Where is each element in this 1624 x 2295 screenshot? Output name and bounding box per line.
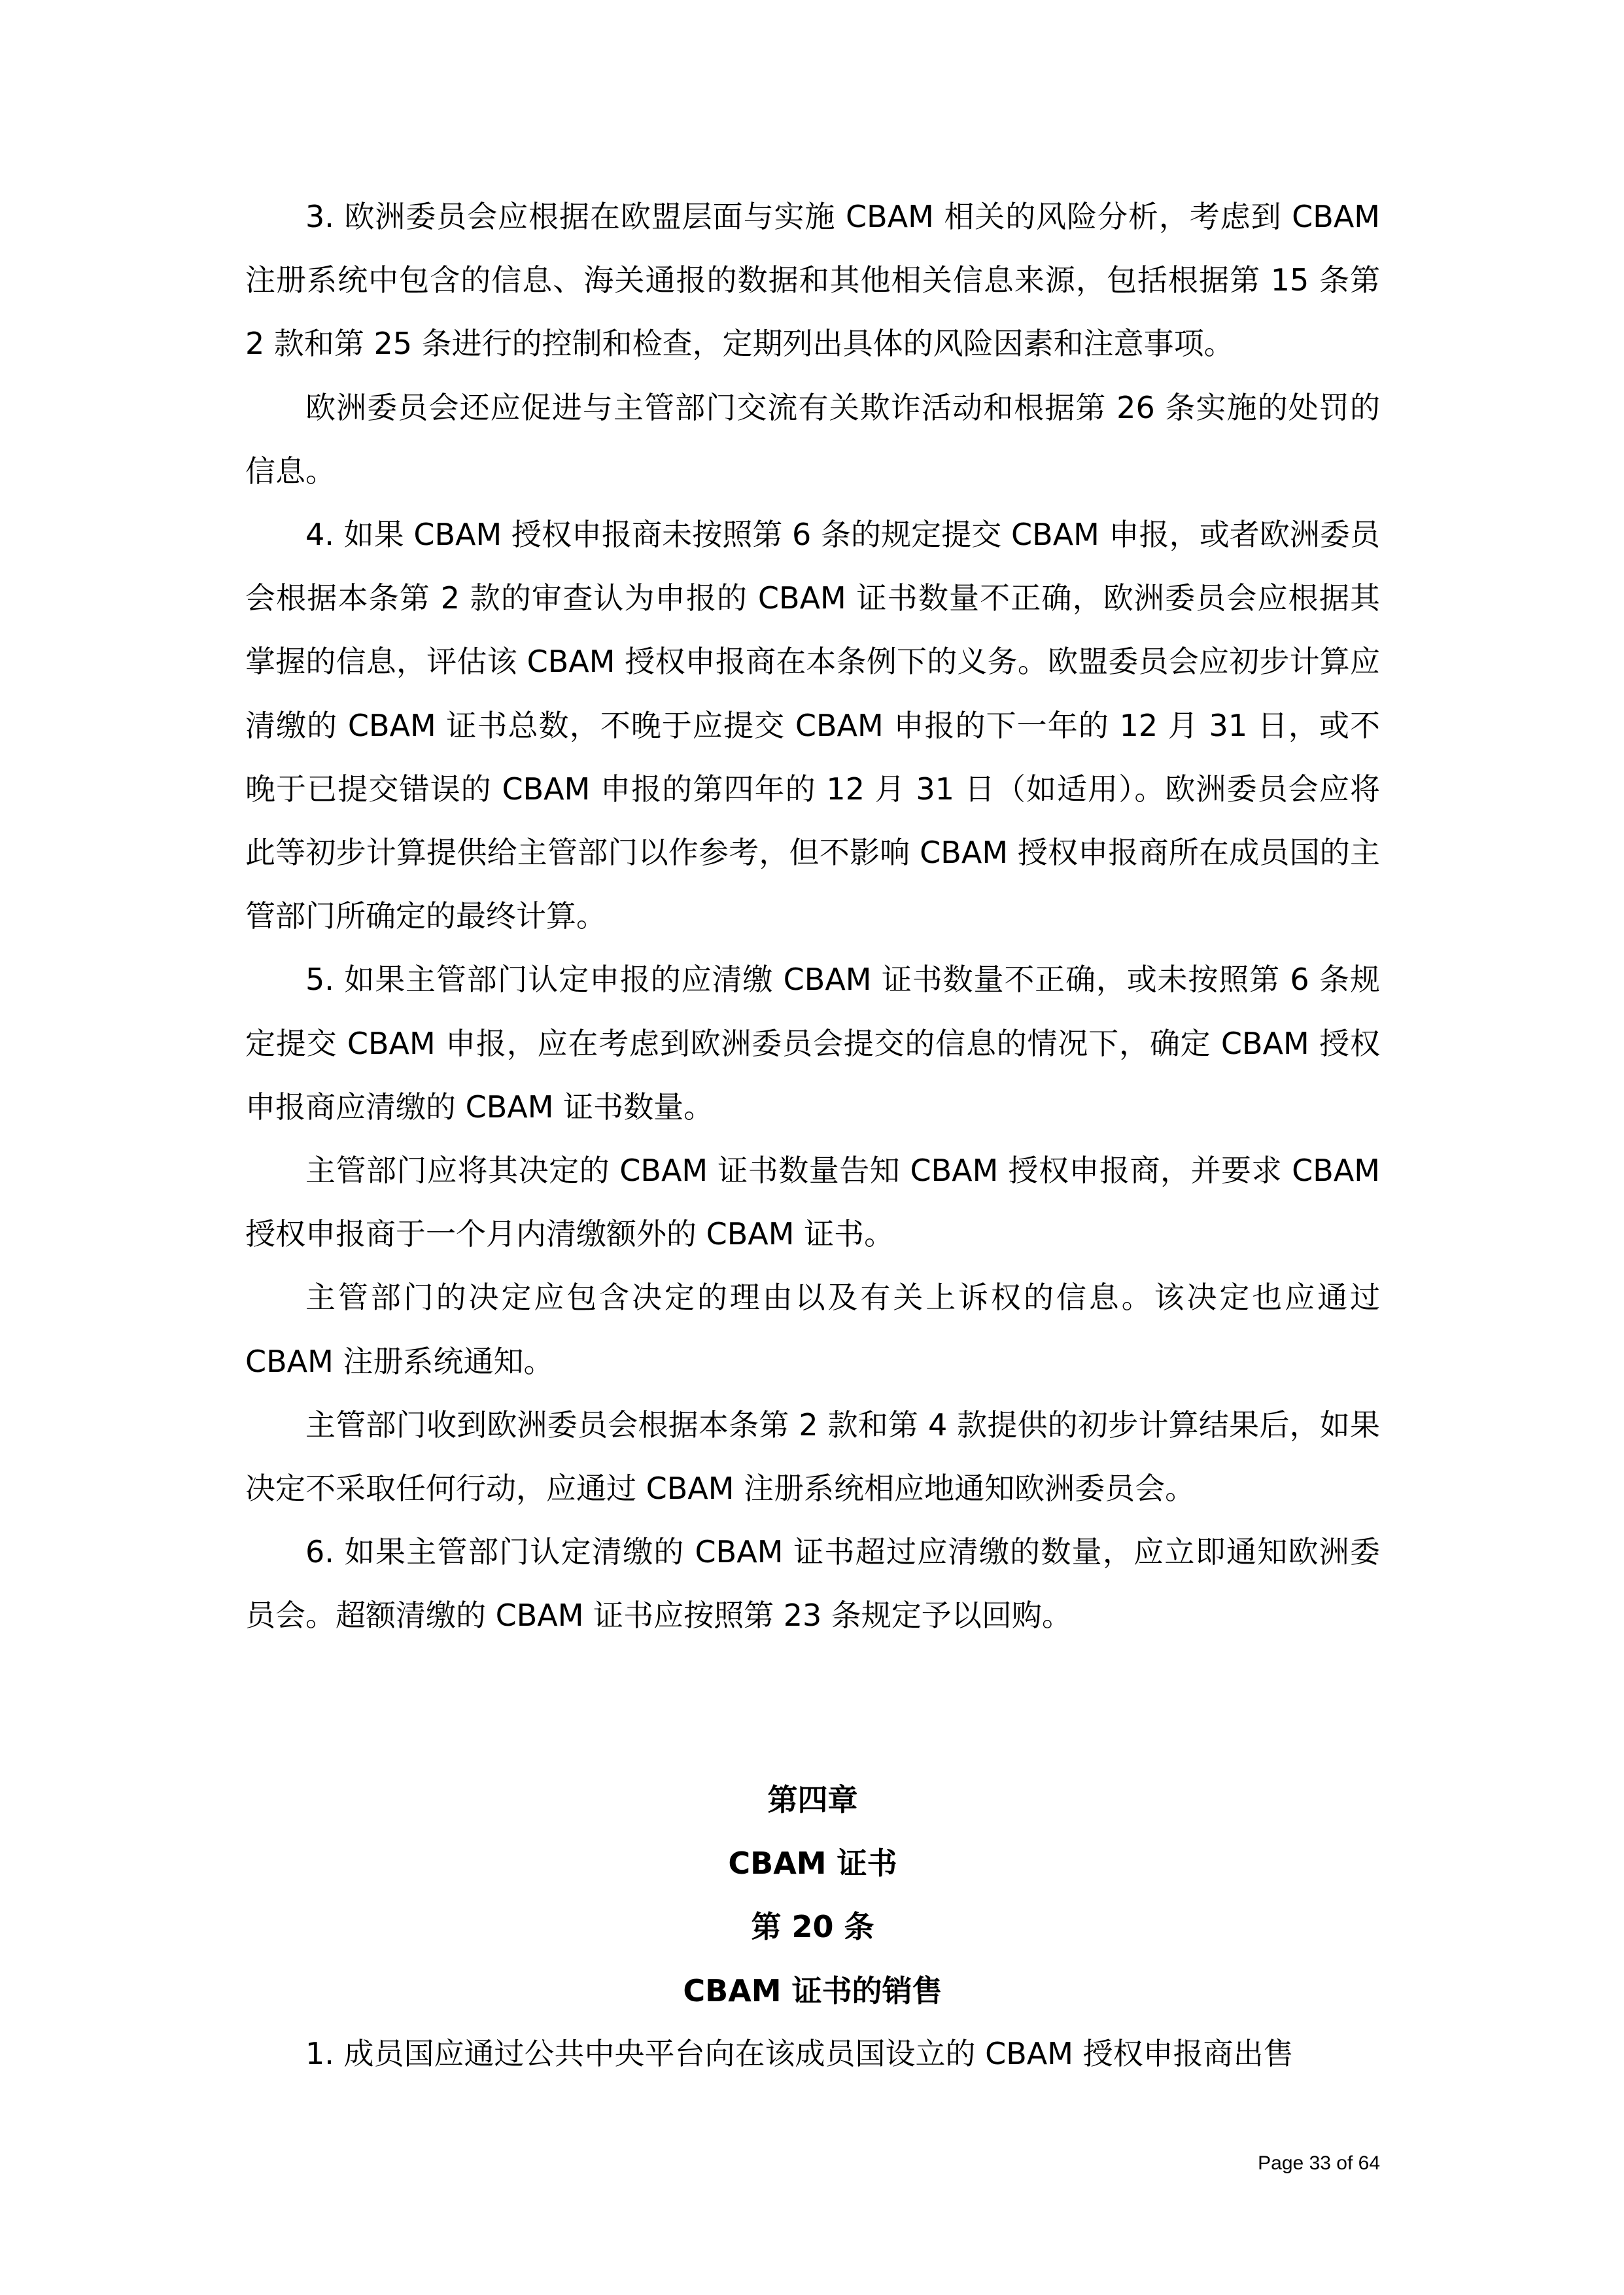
chapter-title: CBAM 证书: [728, 1846, 897, 1882]
chapter-number: 第四章: [767, 1782, 858, 1817]
page-number: Page 33 of 64: [1258, 2152, 1380, 2174]
article-number: 第 20 条: [751, 1909, 874, 1945]
paragraph-article-20-clause-1: 1. 成员国应通过公共中央平台向在该成员国设立的 CBAM 授权申报商出售: [305, 2036, 1294, 2071]
paragraph-clause-5: 5. 如果主管部门认定申报的应清缴 CBAM 证书数量不正确，或未按照第 6 条规定提交 CBAM 申报，应在考虑到欧洲委员会提交的信息的情况下，确定 CBAM 授权申报商应清缴的 CBAM 证书数量。: [245, 962, 1380, 1125]
paragraph-fraud-exchange: 欧洲委员会还应促进与主管部门交流有关欺诈活动和根据第 26 条实施的处罚的信息。: [245, 389, 1380, 489]
chapter-heading: [245, 1768, 1380, 2023]
paragraph-clause-6: 6. 如果主管部门认定清缴的 CBAM 证书超过应清缴的数量，应立即通知欧洲委员会。超额清缴的 CBAM 证书应按照第 23 条规定予以回购。: [245, 1534, 1380, 1634]
article-20-body: [245, 2022, 1380, 2086]
paragraph-decision-reasons: 主管部门的决定应包含决定的理由以及有关上诉权的信息。该决定也应通过 CBAM 注册系统通知。: [245, 1280, 1380, 1379]
article-body: [245, 185, 1380, 1648]
paragraph-clause-4: 4. 如果 CBAM 授权申报商未按照第 6 条的规定提交 CBAM 申报，或者欧洲委员会根据本条第 2 款的审查认为申报的 CBAM 证书数量不正确，欧洲委员会应根据其掌握的信息，评估该 CBAM 授权申报商在本条例下的义务。欧盟委员会应初步计算应清缴的 CBAM 证书总数，不晚于应提交 CBAM 申报的下一年的 12 月 31 日，或不晚于已提交错误的 CBAM 申报的第四年的 12 月 31 日（如适用）。欧洲委员会应将此等初步计算提供给主管部门以作参考，但不影响 CBAM 授权申报商所在成员国的主管部门所确定的最终计算。: [245, 517, 1380, 934]
paragraph-notify-declarant: 主管部门应将其决定的 CBAM 证书数量告知 CBAM 授权申报商，并要求 CBAM 授权申报商于一个月内清缴额外的 CBAM 证书。: [245, 1153, 1380, 1252]
paragraph-clause-3: 3. 欧洲委员会应根据在欧盟层面与实施 CBAM 相关的风险分析，考虑到 CBAM 注册系统中包含的信息、海关通报的数据和其他相关信息来源，包括根据第 15 条第 2 款和第 25 条进行的控制和检查，定期列出具体的风险因素和注意事项。: [245, 199, 1380, 362]
article-title: CBAM 证书的销售: [683, 1972, 942, 2008]
paragraph-no-action: 主管部门收到欧洲委员会根据本条第 2 款和第 4 款提供的初步计算结果后，如果决定不采取任何行动，应通过 CBAM 注册系统相应地通知欧洲委员会。: [245, 1407, 1380, 1507]
